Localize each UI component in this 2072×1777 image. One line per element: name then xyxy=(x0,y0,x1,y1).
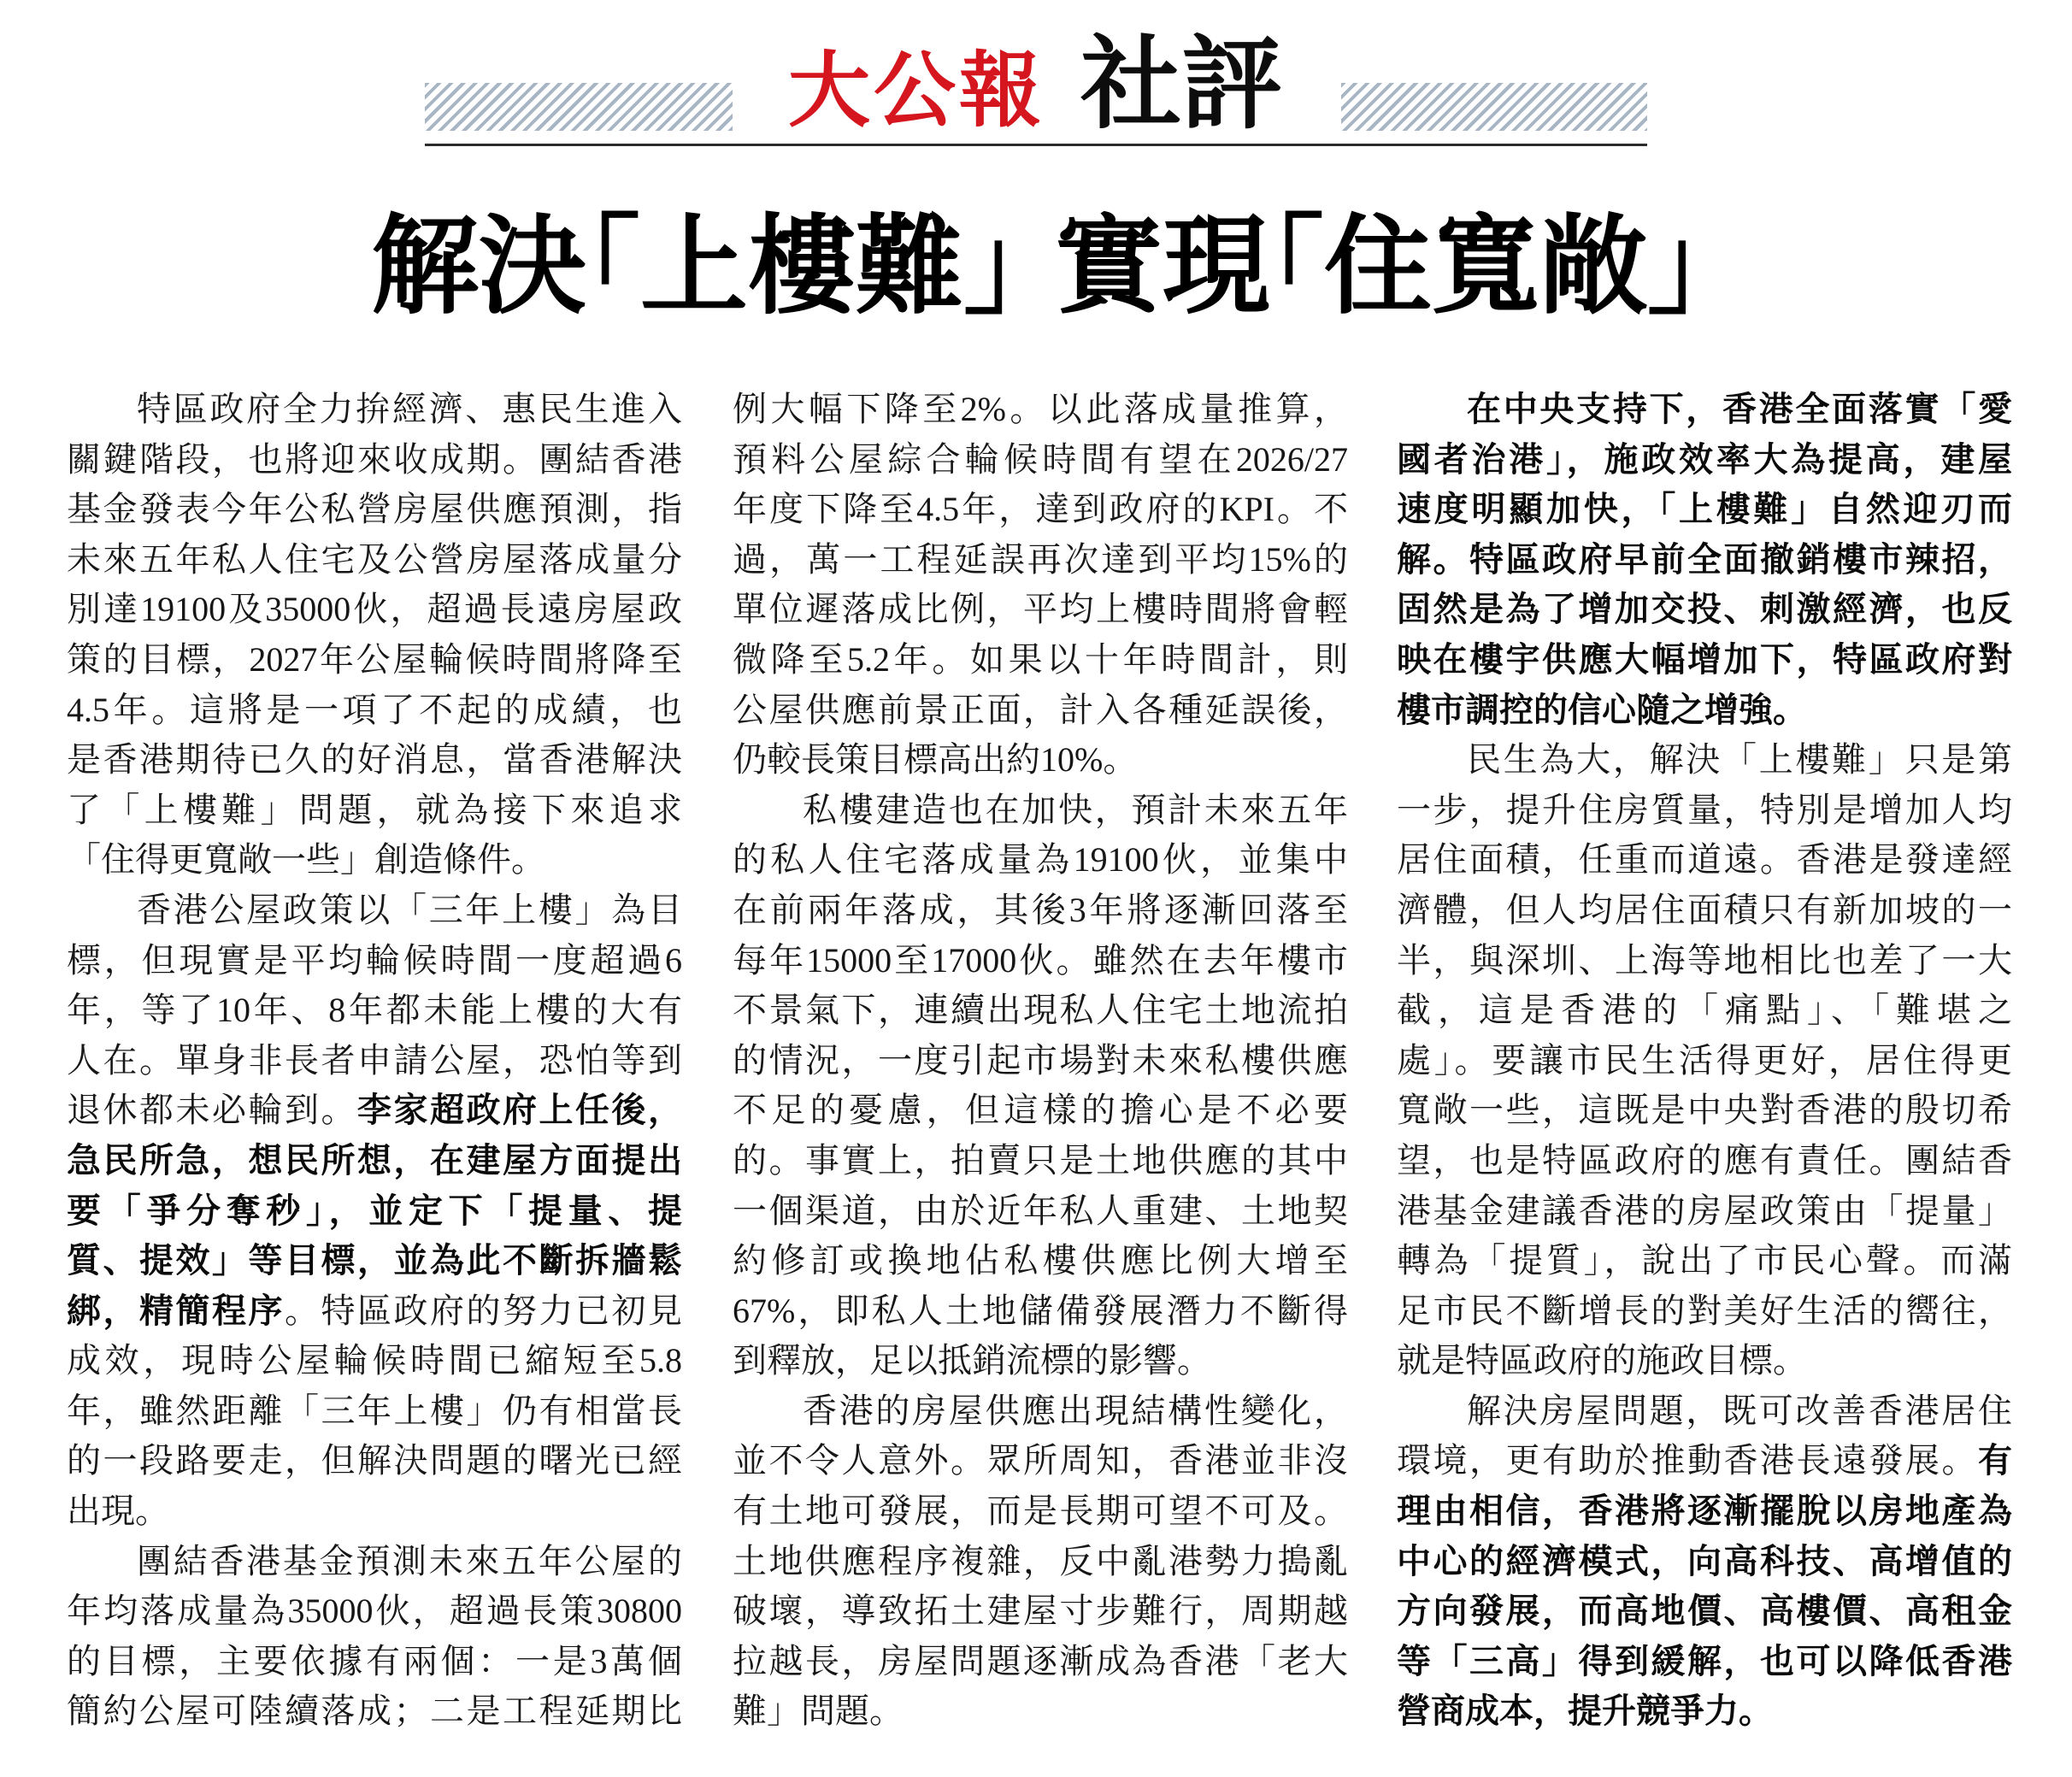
text-run: 解決房屋問題，既可改善香港居住 xyxy=(1467,1391,2012,1430)
text-line xyxy=(733,1637,1348,1687)
text-line xyxy=(1397,1637,2012,1687)
text-run: 過，萬一工程延誤再次達到平均15%的 xyxy=(733,539,1348,579)
text-line xyxy=(67,1637,682,1687)
text-line xyxy=(733,1086,1348,1136)
text-line xyxy=(733,585,1348,635)
text-line xyxy=(733,1486,1348,1537)
text-line xyxy=(67,535,682,585)
text-run: 寬敞一些，這既是中央對香港的殷切希 xyxy=(1397,1091,2012,1130)
text-run: 並不令人意外。眾所周知，香港並非沒 xyxy=(733,1441,1348,1480)
text-line xyxy=(733,1537,1348,1587)
text-line xyxy=(1397,535,2012,585)
text-run: 足市民不斷增長的對美好生活的嚮往， xyxy=(1397,1291,2012,1330)
text-line xyxy=(1397,786,2012,836)
text-line xyxy=(733,1686,1348,1737)
text-run: 出現。 xyxy=(67,1492,169,1531)
text-run: 難」問題。 xyxy=(733,1692,904,1731)
text-run: 年，雖然距離「三年上樓」仍有相當長 xyxy=(67,1391,682,1430)
paragraph xyxy=(67,886,682,1537)
text-line xyxy=(67,1186,682,1237)
paragraph xyxy=(733,786,1348,1386)
text-line xyxy=(67,1236,682,1286)
text-run: 民生為大，解決「上樓難」只是第 xyxy=(1467,740,2012,780)
text-run: 單位遲落成比例，平均上樓時間將會輕 xyxy=(733,590,1348,629)
text-line xyxy=(733,835,1348,886)
text-line xyxy=(733,886,1348,936)
text-run: 關鍵階段，也將迎來收成期。團結香港 xyxy=(67,439,682,479)
text-run: 一個渠道，由於近年私人重建、土地契 xyxy=(733,1191,1348,1230)
text-line xyxy=(1397,1286,2012,1337)
text-run: 處」。要讓市民生活得更好，居住得更 xyxy=(1397,1040,2012,1080)
text-run: 的私人住宅落成量為19100伙，並集中 xyxy=(733,840,1348,880)
text-run: 每年15000至17000伙。雖然在去年樓市 xyxy=(733,940,1348,980)
bold-text-run: 在中央支持下，香港全面落實「愛 xyxy=(1467,391,2012,428)
text-run: 有土地可發展，而是長期可望不可及。 xyxy=(733,1492,1348,1531)
text-line xyxy=(733,1336,1348,1386)
text-run: 濟體，但人均居住面積只有新加坡的一 xyxy=(1397,890,2012,929)
paragraph xyxy=(733,1386,1348,1737)
text-line xyxy=(1397,1686,2012,1737)
text-run: 香港的房屋供應出現結構性變化， xyxy=(803,1391,1348,1430)
text-run: 環境，更有助於推動香港長遠發展。 xyxy=(1397,1441,1978,1480)
text-run: 一步，提升住房質量，特別是增加人均 xyxy=(1397,790,2012,829)
text-line xyxy=(1397,936,2012,986)
text-run: 就是特區政府的施政目標。 xyxy=(1397,1341,1807,1380)
text-line xyxy=(1397,1486,2012,1537)
text-run: 別達19100及35000伙，超過長遠房屋政 xyxy=(67,590,682,629)
text-line xyxy=(1397,1236,2012,1286)
text-line xyxy=(67,1286,682,1337)
article-column-3 xyxy=(1397,385,2012,1737)
bold-text-run: 國者治港」，施政效率大為提高，建屋 xyxy=(1397,440,2012,479)
text-line xyxy=(67,835,682,886)
text-line xyxy=(67,635,682,685)
text-line xyxy=(67,936,682,986)
text-run: 到釋放，足以抵銷流標的影響。 xyxy=(733,1341,1211,1380)
article-column-1 xyxy=(67,385,682,1737)
newspaper-logo: 大公報 xyxy=(788,42,1045,138)
masthead-hatch-left xyxy=(425,83,733,131)
text-run: 預料公屋綜合輪候時間有望在2026/27 xyxy=(733,439,1348,479)
text-run: 破壞，導致拓土建屋寸步難行，周期越 xyxy=(733,1592,1348,1631)
text-run: 成效，現時公屋輪候時間已縮短至5.8 xyxy=(67,1341,682,1380)
text-line xyxy=(67,1486,682,1537)
text-line xyxy=(1397,385,2012,435)
text-run: 私樓建造也在加快，預計未來五年 xyxy=(803,790,1348,829)
text-line xyxy=(67,886,682,936)
text-line xyxy=(1397,485,2012,535)
text-run: 特區政府全力拚經濟、惠民生進入 xyxy=(137,390,682,428)
text-line xyxy=(733,735,1348,786)
text-run: 不景氣下，連續出現私人住宅土地流拍 xyxy=(733,991,1348,1030)
text-line xyxy=(67,986,682,1036)
text-line xyxy=(67,735,682,786)
text-line xyxy=(1397,1036,2012,1086)
text-run: 簡約公屋可陸續落成；二是工程延期比 xyxy=(67,1692,682,1731)
text-line xyxy=(1397,986,2012,1036)
text-line xyxy=(733,1386,1348,1437)
bold-text-run: 速度明顯加快，「上樓難」自然迎刃而 xyxy=(1397,491,2012,529)
text-line xyxy=(1397,1436,2012,1486)
text-run: 截，這是香港的「痛點」、「難堪之 xyxy=(1397,991,2012,1030)
text-line xyxy=(1397,635,2012,685)
text-run: 的目標，主要依據有兩個：一是3萬個 xyxy=(67,1641,682,1680)
masthead-rule xyxy=(425,144,1647,146)
article-column-2 xyxy=(733,385,1348,1737)
text-run: 半，與深圳、上海等地相比也差了一大 xyxy=(1397,940,2012,980)
text-line xyxy=(733,936,1348,986)
text-line xyxy=(733,385,1348,435)
bold-text-run: 中心的經濟模式，向高科技、高增值的 xyxy=(1397,1542,2012,1580)
text-run: 4.5年。這將是一項了不起的成績，也 xyxy=(67,690,682,729)
bold-text-run: 有 xyxy=(1978,1442,2012,1480)
text-line xyxy=(733,1436,1348,1486)
masthead-hatch-right xyxy=(1341,83,1647,131)
text-line xyxy=(1397,835,2012,886)
text-run: 人在。單身非長者申請公屋，恐怕等到 xyxy=(67,1040,682,1080)
text-run: 年度下降至4.5年，達到政府的KPI。不 xyxy=(733,490,1348,529)
text-line xyxy=(67,1036,682,1086)
bold-text-run: 要「爭分奪秒」，並定下「提量、提 xyxy=(67,1192,682,1230)
paragraph xyxy=(733,385,1348,786)
text-line xyxy=(733,1036,1348,1086)
bold-text-run: 映在樓宇供應大幅增加下，特區政府對 xyxy=(1397,640,2012,679)
text-run: 不足的憂慮，但這樣的擔心是不必要 xyxy=(733,1091,1348,1130)
text-line xyxy=(733,1586,1348,1637)
text-run: 的情況，一度引起市場對未來私樓供應 xyxy=(733,1040,1348,1080)
text-run: 「住得更寬敞一些」創造條件。 xyxy=(67,840,545,880)
text-line xyxy=(733,1186,1348,1237)
text-run: 未來五年私人住宅及公營房屋落成量分 xyxy=(67,539,682,579)
bold-text-run: 等「三高」得到緩解，也可以降低香港 xyxy=(1397,1642,2012,1680)
text-run: 港基金建議香港的房屋政策由「提量」 xyxy=(1397,1191,2012,1230)
paragraph xyxy=(67,1537,682,1737)
text-line xyxy=(67,585,682,635)
section-title: 社評 xyxy=(1080,24,1283,143)
bold-text-run: 理由相信，香港將逐漸擺脫以房地產為 xyxy=(1397,1492,2012,1531)
text-line xyxy=(67,385,682,435)
text-line xyxy=(67,1136,682,1186)
text-line xyxy=(733,1236,1348,1286)
text-line xyxy=(733,986,1348,1036)
text-run: 例大幅下降至2%。以此落成量推算， xyxy=(733,390,1348,428)
paragraph xyxy=(1397,735,2012,1386)
paragraph xyxy=(1397,1386,2012,1737)
text-line xyxy=(1397,685,2012,736)
text-line xyxy=(1397,886,2012,936)
text-line xyxy=(67,1537,682,1587)
text-run: 公屋供應前景正面，計入各種延誤後， xyxy=(733,690,1348,729)
text-line xyxy=(67,1586,682,1637)
bold-text-run: 李家超政府上任後， xyxy=(357,1092,682,1130)
text-line xyxy=(733,635,1348,685)
text-run: 標，但現實是平均輪候時間一度超過6 xyxy=(67,940,682,980)
text-line xyxy=(67,1436,682,1486)
text-line xyxy=(733,485,1348,535)
text-run: 微降至5.2年。如果以十年時間計，則 xyxy=(733,639,1348,679)
text-line xyxy=(733,535,1348,585)
text-run: 轉為「提質」，說出了市民心聲。而滿 xyxy=(1397,1241,2012,1280)
text-line xyxy=(67,485,682,535)
text-run: 團結香港基金預測未來五年公屋的 xyxy=(137,1541,682,1580)
text-line xyxy=(67,1336,682,1386)
bold-text-run: 急民所急，想民所想，在建屋方面提出 xyxy=(67,1141,682,1180)
text-run: 年均落成量為35000伙，超過長策30800 xyxy=(67,1592,682,1631)
text-run: 。特區政府的努力已初見 xyxy=(285,1291,682,1330)
text-line xyxy=(67,1386,682,1437)
bold-text-run: 營商成本，提升競爭力。 xyxy=(1397,1692,1773,1731)
text-line xyxy=(733,1136,1348,1186)
text-run: 的一段路要走，但解決問題的曙光已經 xyxy=(67,1441,682,1480)
text-line xyxy=(1397,1186,2012,1237)
bold-text-run: 方向發展，而高地價、高樓價、高租金 xyxy=(1397,1592,2012,1631)
text-run: 望，也是特區政府的應有責任。團結香 xyxy=(1397,1140,2012,1180)
text-run: 基金發表今年公私營房屋供應預測，指 xyxy=(67,490,682,529)
text-run: 年，等了10年、8年都未能上樓的大有 xyxy=(67,991,682,1030)
text-line xyxy=(1397,1136,2012,1186)
text-run: 土地供應程序複雜，反中亂港勢力搗亂 xyxy=(733,1541,1348,1580)
text-run: 拉越長，房屋問題逐漸成為香港「老大 xyxy=(733,1641,1348,1680)
text-line xyxy=(1397,585,2012,635)
text-line xyxy=(1397,735,2012,786)
text-run: 了「上樓難」問題，就為接下來追求 xyxy=(67,790,682,829)
text-run: 的。事實上，拍賣只是土地供應的其中 xyxy=(733,1140,1348,1180)
text-run: 約修訂或換地佔私樓供應比例大增至 xyxy=(733,1241,1348,1280)
bold-text-run: 綁，精簡程序 xyxy=(67,1292,285,1330)
text-line xyxy=(1397,1086,2012,1136)
text-run: 香港公屋政策以「三年上樓」為目 xyxy=(137,890,682,929)
text-line xyxy=(733,685,1348,736)
bold-text-run: 固然是為了增加交投、刺激經濟，也反 xyxy=(1397,591,2012,629)
bold-text-run: 質、提效」等目標，並為此不斷拆牆鬆 xyxy=(67,1242,682,1280)
paragraph xyxy=(67,385,682,886)
text-run: 在前兩年落成，其後3年將逐漸回落至 xyxy=(733,890,1348,929)
text-run: 策的目標，2027年公屋輪候時間將降至 xyxy=(67,639,682,679)
text-run: 仍較長策目標高出約10%。 xyxy=(733,740,1138,780)
bold-text-run: 解。特區政府早前全面撤銷樓市辣招， xyxy=(1397,540,2012,579)
headline: 解決「上樓難」 實現「住寬敞」 xyxy=(371,203,1701,329)
text-line xyxy=(67,1086,682,1136)
text-line xyxy=(67,786,682,836)
text-line xyxy=(733,435,1348,485)
text-run: 是香港期待已久的好消息，當香港解決 xyxy=(67,740,682,780)
text-run: 67%，即私人土地儲備發展潛力不斷得 xyxy=(733,1291,1348,1330)
text-run: 退休都未必輪到。 xyxy=(67,1091,357,1130)
text-run: 居住面積，任重而道遠。香港是發達經 xyxy=(1397,840,2012,880)
text-line xyxy=(67,685,682,736)
text-line xyxy=(733,786,1348,836)
text-line xyxy=(1397,1386,2012,1437)
text-line xyxy=(1397,1537,2012,1587)
text-line xyxy=(1397,1586,2012,1637)
text-line xyxy=(1397,435,2012,485)
text-line xyxy=(1397,1336,2012,1386)
text-line xyxy=(733,1286,1348,1337)
text-line xyxy=(67,435,682,485)
text-line xyxy=(67,1686,682,1737)
bold-text-run: 樓市調控的信心隨之增強。 xyxy=(1397,691,1807,729)
paragraph xyxy=(1397,385,2012,735)
